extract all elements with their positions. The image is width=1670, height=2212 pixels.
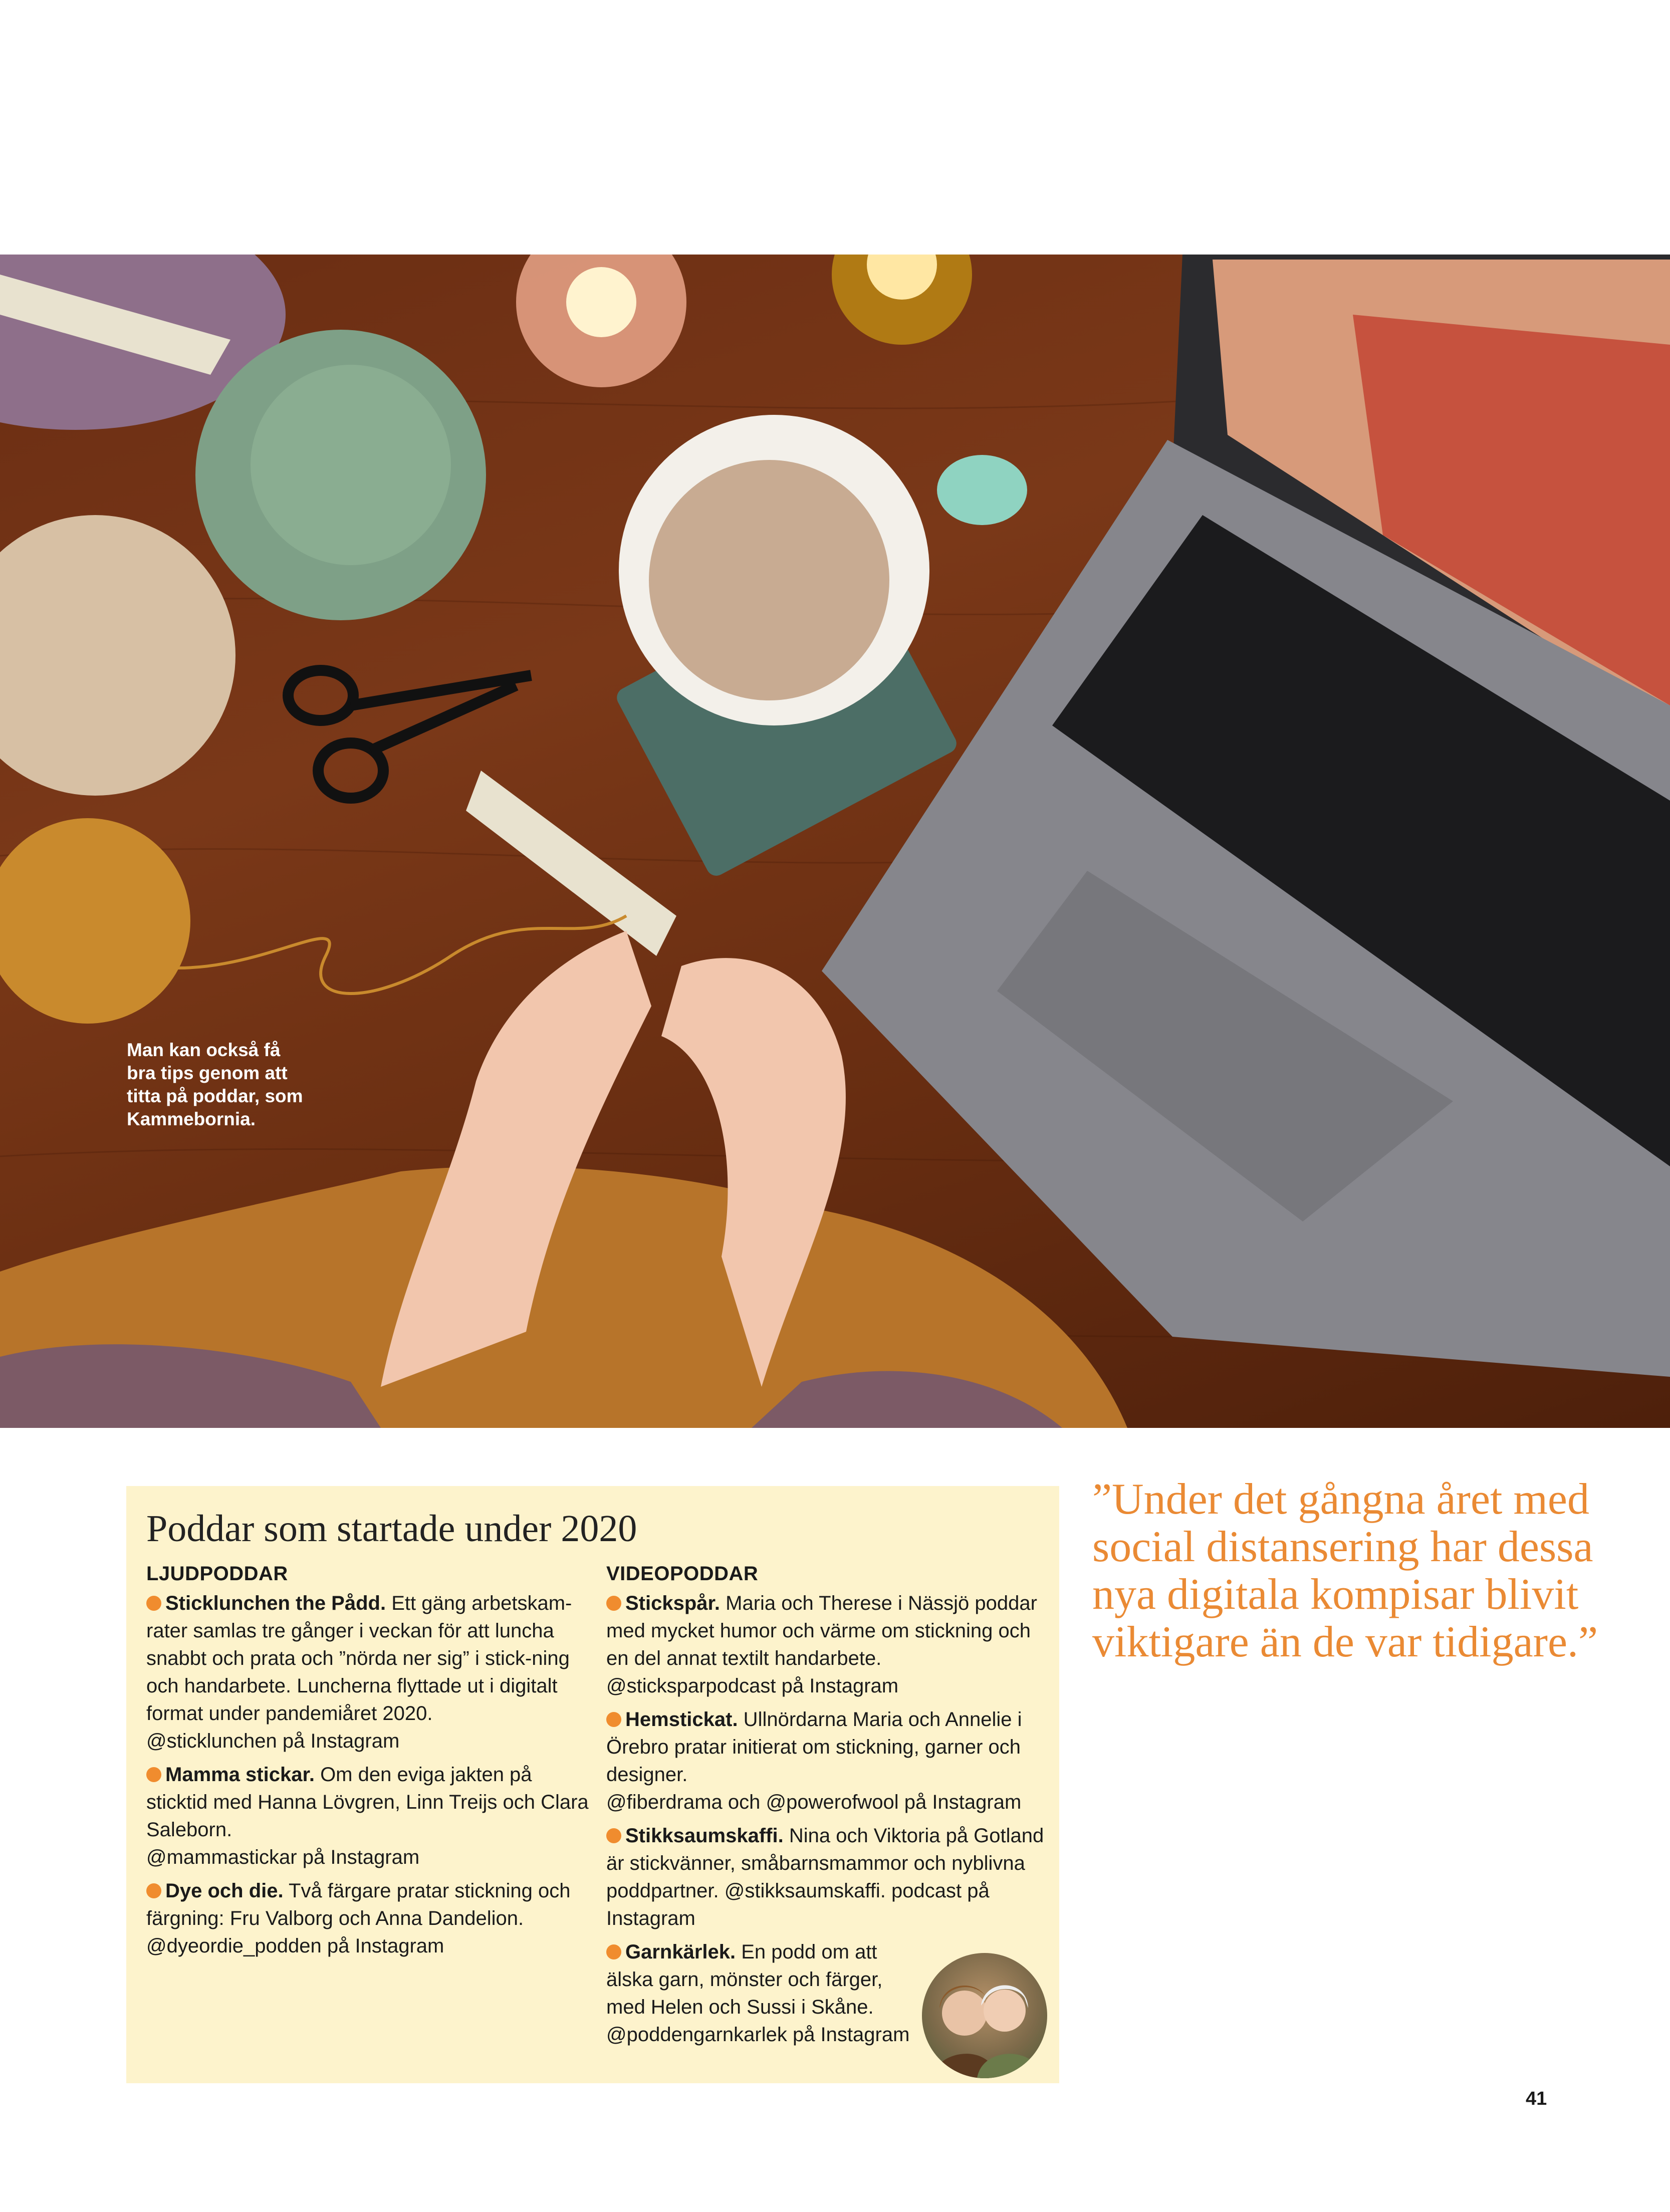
podcast-handle: @sticklunchen på Instagram [146, 1730, 400, 1752]
podcast-name: Garnkärlek. [625, 1941, 736, 1963]
podcast-name: Mamma stickar. [165, 1764, 315, 1786]
podcast-description: Maria och Therese i Nässjö poddar med mycket humor och värme om stickning och en del annat textilt handarbete. [606, 1592, 1037, 1669]
podcast-entry [146, 1877, 597, 1960]
bullet-icon [146, 1596, 161, 1611]
podcast-description: En podd om att älska garn, mönster och färger, med Helen och Sussi i Skåne. [606, 1941, 883, 2018]
podcast-description: Ett gäng arbetskam-rater samlas tre gånger i veckan för att luncha snabbt och prata och ”nörda ner sig” i stick-ning och handarbete. Luncherna flyttade ut i digitalt format under pandemiåret 2020. [146, 1592, 572, 1725]
bullet-icon [606, 1944, 621, 1959]
audio-podcasts-heading: LJUDPODDAR [146, 1563, 288, 1585]
photo-caption: Man kan också få bra tips genom att titta på poddar, som Kammebornia. [127, 1040, 303, 1129]
audio-podcasts-column [146, 1560, 597, 1966]
factbox-title: Poddar som startade under 2020 [146, 1508, 637, 1550]
podcast-name: Hemstickat. [625, 1708, 738, 1731]
video-podcasts-heading: VIDEOPODDAR [606, 1563, 759, 1585]
podcast-description: Ullnördarna Maria och Annelie i Örebro pratar initierat om stickning, garner och designer. [606, 1708, 1022, 1786]
podcast-entry [146, 1761, 597, 1871]
bullet-icon [606, 1828, 621, 1843]
bullet-icon [146, 1883, 161, 1898]
podcast-entry [606, 1822, 1057, 1932]
podcast-name: Sticklunchen the Pådd. [165, 1592, 386, 1614]
knitting-scene-illustration [0, 255, 1670, 1428]
beige-yarn [0, 515, 235, 796]
podcast-factbox [126, 1486, 1059, 2083]
hosts-portrait-image [922, 1953, 1047, 2078]
podcast-handle: @sticksparpodcast på Instagram [606, 1675, 899, 1697]
bullet-icon [606, 1712, 621, 1727]
bullet-icon [146, 1767, 161, 1782]
podcast-handle: @mammastickar på Instagram [146, 1846, 420, 1868]
podcast-description: Om den eviga jakten på sticktid med Hanna Lövgren, Linn Treijs och Clara Saleborn. [146, 1764, 589, 1841]
bullet-icon [606, 1596, 621, 1611]
page-number: 41 [1526, 2088, 1547, 2109]
podcast-entry [606, 1938, 917, 2049]
podcast-description: Nina och Viktoria på Gotland är stickvänner, småbarnsmammor och nyblivna poddpartner. @stikksaumskaffi. podcast på Instagram [606, 1825, 1044, 1929]
hero-photo [0, 255, 1670, 1428]
podcast-entry [606, 1706, 1057, 1816]
podcast-entry [606, 1590, 1057, 1700]
podcast-entry [146, 1590, 597, 1755]
pull-quote: ”Under det gångna året med social distansering har dessa nya digitala kompisar blivit viktigare än de var tidigare.” [1092, 1475, 1598, 1666]
podcast-name: Stickspår. [625, 1592, 721, 1614]
podcast-handle: @fiberdrama och @powerofwool på Instagram [606, 1791, 1022, 1813]
podcast-name: Dye och die. [165, 1880, 284, 1902]
podcast-name: Stikksaumskaffi. [625, 1825, 784, 1847]
podcast-handle: @poddengarnkarlek på Instagram [606, 2024, 910, 2046]
podcast-handle: @dyeordie_podden på Instagram [146, 1935, 444, 1957]
podcast-description: Två färgare pratar stickning och färgning: Fru Valborg och Anna Dandelion. [146, 1880, 571, 1929]
